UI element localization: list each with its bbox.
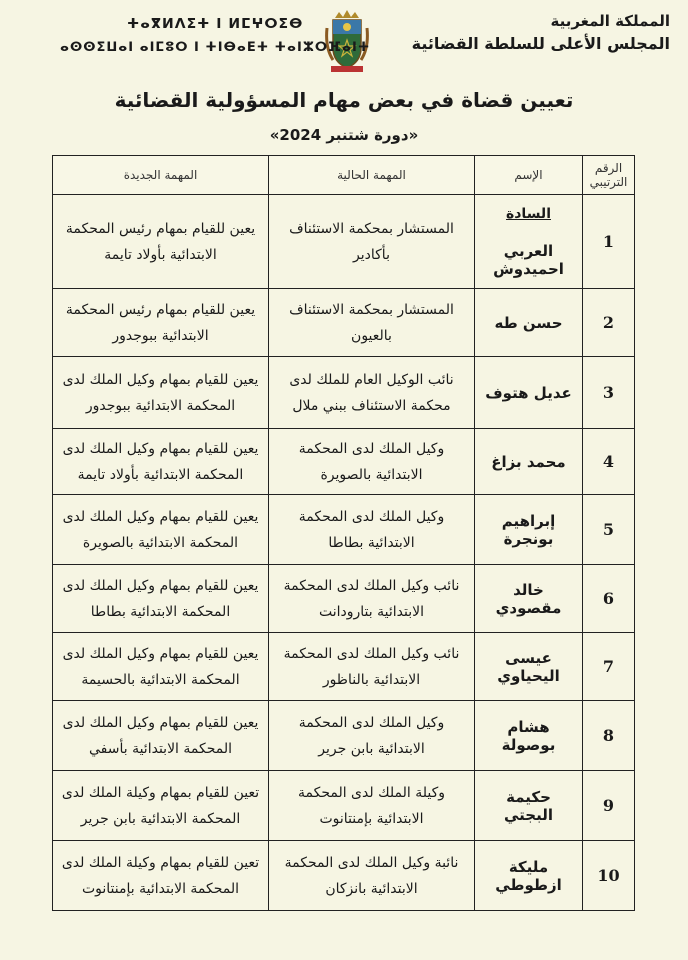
current-post: المستشار بمحكمة الاستئناف بأكادير xyxy=(269,195,475,289)
table-row xyxy=(53,495,635,565)
document-title: تعيين قضاة في بعض مهام المسؤولية القضائية xyxy=(114,88,574,112)
table-row xyxy=(53,701,635,771)
table-row xyxy=(53,289,635,357)
new-post: تعين للقيام بمهام وكيلة الملك لدى المحكمة الابتدائية بإمنتانوت xyxy=(53,841,269,911)
new-post: يعين للقيام بمهام وكيل الملك لدى المحكمة الابتدائية بأسفي xyxy=(53,701,269,771)
judge-name: عيسى اليحياوي xyxy=(475,633,583,701)
current-post: نائب وكيل الملك لدى المحكمة الابتدائية بالناظور xyxy=(269,633,475,701)
session-subtitle: «دورة شتنبر 2024» xyxy=(269,126,419,144)
header-current-post: المهمة الحالية xyxy=(269,156,475,195)
table-row xyxy=(53,195,635,289)
appointments-table xyxy=(52,155,635,911)
row-number: 2 xyxy=(583,289,635,357)
new-post: يعين للقيام بمهام رئيس المحكمة الابتدائية ببوجدور xyxy=(53,289,269,357)
table-row xyxy=(53,771,635,841)
kingdom-label: المملكة المغربية xyxy=(550,12,670,30)
council-label-tifinagh: ⴰⵙⵙⵉⵡⴰⵏ ⴰⵏⵎⵓⵔ ⵏ ⵜⵏⴱⴰⴹⵜ ⵜⴰⵏⵣⵔⴼⴰⵏⵜ xyxy=(60,40,371,55)
row-number: 4 xyxy=(583,429,635,495)
current-post: وكيلة الملك لدى المحكمة الابتدائية بإمنتانوت xyxy=(269,771,475,841)
judge-name: حكيمة البجتي xyxy=(475,771,583,841)
new-post: يعين للقيام بمهام وكيل الملك لدى المحكمة الابتدائية بطاطا xyxy=(53,565,269,633)
current-post: وكيل الملك لدى المحكمة الابتدائية بطاطا xyxy=(269,495,475,565)
header-name: الإسم xyxy=(475,156,583,195)
judge-name: هشام بوصولة xyxy=(475,701,583,771)
header-new-post: المهمة الجديدة xyxy=(53,156,269,195)
current-post: نائب الوكيل العام للملك لدى محكمة الاستئناف ببني ملال xyxy=(269,357,475,429)
kingdom-label-tifinagh: ⵜⴰⴳⵍⴷⵉⵜ ⵏ ⵍⵎⵖⵔⵉⴱ xyxy=(126,16,304,32)
new-post: يعين للقيام بمهام وكيل الملك لدى المحكمة الابتدائية بأولاد تايمة xyxy=(53,429,269,495)
judge-name: إبراهيم بونجرة xyxy=(475,495,583,565)
new-post: تعين للقيام بمهام وكيلة الملك لدى المحكمة الابتدائية بابن جرير xyxy=(53,771,269,841)
current-post: نائبة وكيل الملك لدى المحكمة الابتدائية بانزكان xyxy=(269,841,475,911)
row-number: 7 xyxy=(583,633,635,701)
judge-name: مليكة ازطوطي xyxy=(475,841,583,911)
row-number: 8 xyxy=(583,701,635,771)
row-number: 6 xyxy=(583,565,635,633)
honorific-label: السادة xyxy=(505,205,551,222)
new-post: يعين للقيام بمهام وكيل الملك لدى المحكمة الابتدائية بالحسيمة xyxy=(53,633,269,701)
current-post: وكيل الملك لدى المحكمة الابتدائية بابن جرير xyxy=(269,701,475,771)
judge-name: خالد مقصودي xyxy=(475,565,583,633)
row-number: 9 xyxy=(583,771,635,841)
table-row xyxy=(53,429,635,495)
table-row xyxy=(53,841,635,911)
row-number: 5 xyxy=(583,495,635,565)
row-number: 10 xyxy=(583,841,635,911)
current-post: نائب وكيل الملك لدى المحكمة الابتدائية بتارودانت xyxy=(269,565,475,633)
header-institution-tifinagh xyxy=(60,16,370,55)
table-row xyxy=(53,565,635,633)
row-number: 1 xyxy=(583,195,635,289)
judge-name: العربي احميدوش xyxy=(493,241,564,278)
table-header-row xyxy=(53,156,635,195)
row-number: 3 xyxy=(583,357,635,429)
table-row xyxy=(53,357,635,429)
new-post: يعين للقيام بمهام رئيس المحكمة الابتدائية بأولاد تايمة xyxy=(53,195,269,289)
table-row xyxy=(53,633,635,701)
current-post: وكيل الملك لدى المحكمة الابتدائية بالصويرة xyxy=(269,429,475,495)
judge-name: محمد بزاغ xyxy=(475,429,583,495)
council-label: المجلس الأعلى للسلطة القضائية xyxy=(411,34,670,53)
judge-name: حسن طه xyxy=(475,289,583,357)
judge-name: عديل هتوف xyxy=(475,357,583,429)
current-post: المستشار بمحكمة الاستئناف بالعيون xyxy=(269,289,475,357)
header-institution-arabic xyxy=(412,12,670,53)
new-post: يعين للقيام بمهام وكيل الملك لدى المحكمة الابتدائية بالصويرة xyxy=(53,495,269,565)
header-serial-number: الرقم الترتيبي xyxy=(583,156,635,195)
new-post: يعين للقيام بمهام وكيل الملك لدى المحكمة الابتدائية ببوجدور xyxy=(53,357,269,429)
